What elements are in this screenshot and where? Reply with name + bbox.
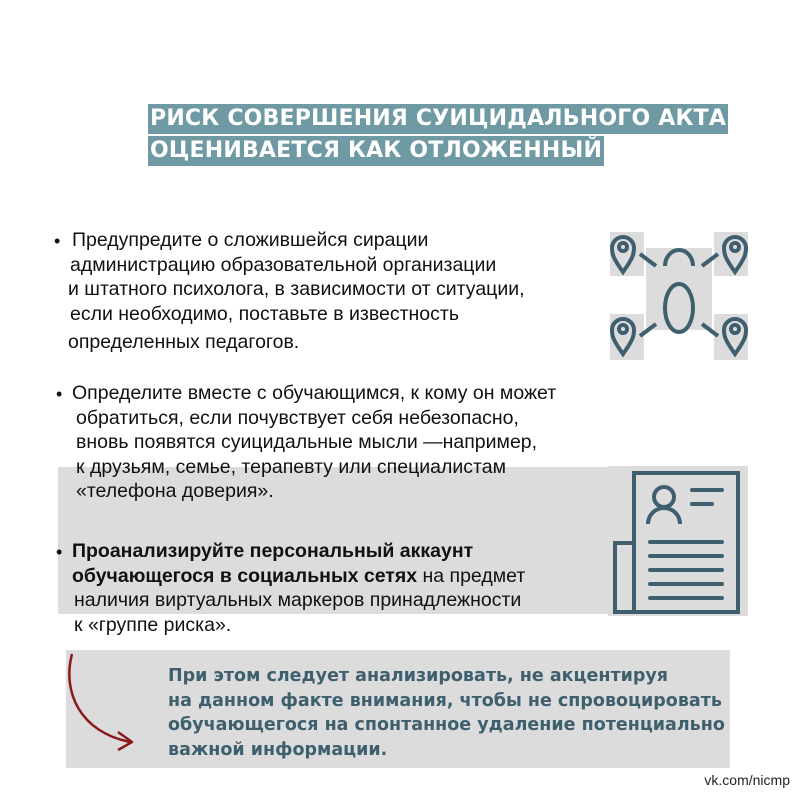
bullet-1-line-5: определенных педагогов. — [68, 331, 300, 353]
note-line-2: на данном факте внимания, чтобы не спровоцировать — [168, 690, 722, 711]
network-pins-icon — [606, 228, 752, 362]
bullet-2-line-1: Определите вместе с обучающимся, к кому он может — [72, 382, 557, 404]
title-line-1: РИСК СОВЕРШЕНИЯ СУИЦИДАЛЬНОГО АКТА — [148, 104, 728, 134]
profile-document-icon — [608, 466, 748, 618]
note-block — [168, 664, 725, 762]
bullet-3-line-2-bold: обучающегося в социальных сетях — [72, 564, 418, 587]
bullet-2-line-4: к друзьям, семье, терапевту или специалистам — [76, 455, 506, 478]
bullet-2-line-3: вновь появятся суицидальные мысли —например, — [76, 431, 538, 453]
bullet-3-line-2-rest: на предмет — [417, 564, 526, 587]
note-line-3: обучающегося на спонтанное удаление потенциально — [168, 715, 725, 735]
title-line-2: ОЦЕНИВАЕТСЯ КАК ОТЛОЖЕННЫЙ — [148, 136, 604, 166]
bullet-2 — [72, 381, 556, 504]
bullet-3-line-2 — [72, 564, 525, 589]
bullet-1-line-3: и штатного психолога, в зависимости от ситуации, — [68, 278, 525, 300]
note-line-4: важной информации. — [168, 739, 388, 760]
bullet-1-line-4: если необходимо, поставьте в известность — [70, 302, 459, 325]
bullet-3-line-3: наличия виртуальных маркеров принадлежности — [74, 589, 522, 611]
bullet-1-line-2: администрацию образовательной организации — [70, 253, 497, 276]
bullet-2-line-2: обратиться, если почувствует себя небезопасно, — [76, 406, 519, 429]
bullet-3 — [72, 539, 525, 637]
bullet-dot-3: • — [56, 542, 63, 562]
curved-arrow-icon — [60, 652, 140, 752]
footer-link[interactable]: vk.com/nicmp — [704, 772, 790, 788]
bullet-2-line-5: «телефона доверия». — [76, 480, 274, 502]
bullet-1 — [68, 228, 525, 355]
bullet-3-line-4: к «группе риска». — [74, 613, 232, 636]
note-line-1: При этом следует анализировать, не акцентируя — [168, 666, 669, 686]
bullet-dot-2: • — [56, 384, 63, 404]
bullet-3-line-1: Проанализируйте персональный аккаунт — [72, 540, 474, 562]
bullet-dot-1: • — [54, 231, 61, 251]
bullet-1-line-1: Предупредите о сложившейся сирации — [72, 229, 429, 251]
